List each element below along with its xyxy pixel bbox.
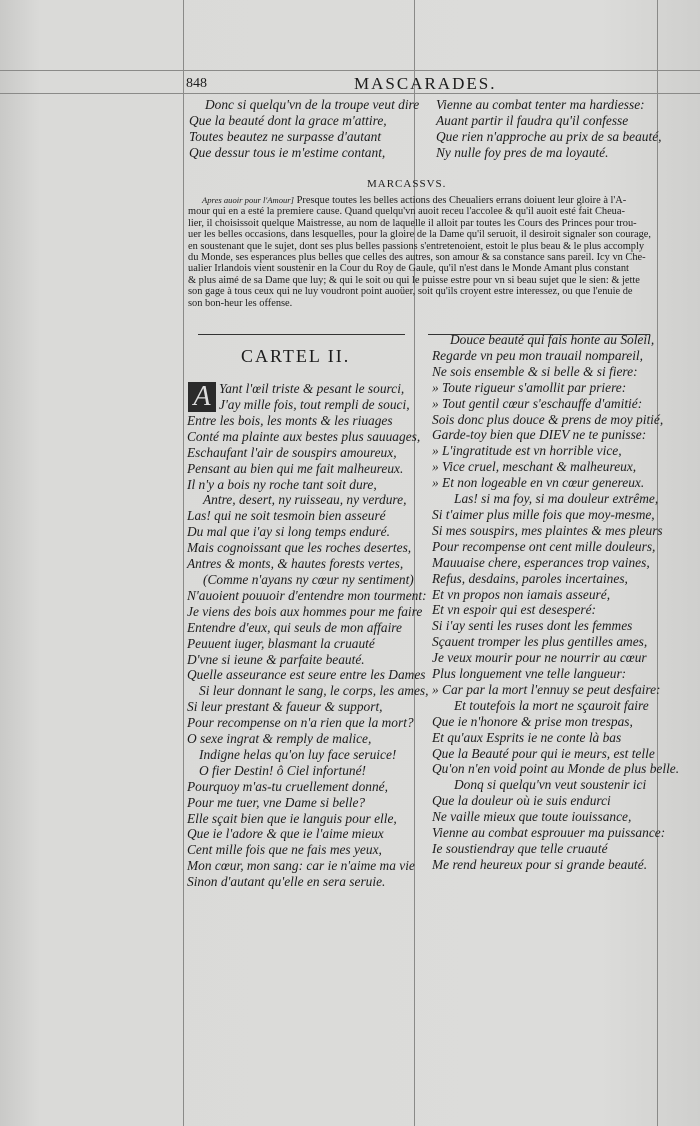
verse-line: » Car par la mort l'ennuy se peut desfaire:	[432, 681, 661, 697]
verse-line: Indigne helas qu'on luy face seruice!	[199, 746, 397, 762]
commentary-line: ualier Irlandois vient soustenir en la Cour du Roy de Gaule, qu'il n'est dans le Monde Amant plus constant	[188, 263, 629, 275]
verse-line: Pourquoy m'as-tu cruellement donné,	[187, 778, 388, 794]
commentary-line: & plus aimé de sa Dame que luy; & qui le soit ou qui le puisse estre pour vn si beau sujet que le sien: & jette	[188, 274, 640, 286]
drop-cap: A	[188, 382, 216, 412]
commentary-line	[188, 195, 651, 206]
verse-line: Sois donc plus douce & prens de moy pitié,	[432, 411, 664, 427]
marcassus-heading: MARCASSVS.	[367, 178, 447, 190]
verse-line: » Toute rigueur s'amollit par priere:	[432, 379, 627, 395]
verse-line: Peuuent iuger, blasmant la cruauté	[187, 635, 375, 651]
verse-line: Yant l'œil triste & pesant le sourci,	[219, 381, 405, 396]
verse-line: Pensant au bien qui me fait malheureux.	[187, 460, 404, 476]
verse-line: Entendre d'eux, qui seuls de mon affaire	[187, 619, 402, 635]
commentary-intro: Apres auoir pour l'Amour]	[202, 195, 294, 205]
cartel-left-column	[187, 397, 428, 890]
verse-line: Donc si quelqu'vn de la troupe veut dire	[205, 97, 420, 112]
verse-line: Sinon d'autant qu'elle en sera seruie.	[187, 874, 386, 890]
verse-line: Ne sois ensemble & si belle & si fiere:	[432, 363, 638, 379]
section-rule-left	[198, 334, 405, 335]
verse-line: Las! qui ne soit tesmoin bien asseuré	[187, 508, 386, 524]
verse-line: Refus, desdains, paroles incertaines,	[432, 570, 628, 586]
verse-line: Que rien n'approche au prix de sa beauté,	[436, 128, 662, 144]
top-stanza-left	[189, 97, 419, 161]
verse-line: Si i'ay senti les ruses dont les femmes	[432, 618, 633, 634]
verse-line: » Et non logeable en vn cœur genereux.	[432, 475, 645, 491]
verse-line: O fier Destin! ô Ciel infortuné!	[199, 762, 366, 778]
commentary-line: lier, il choisissoit quelque Maistresse, au nom de laquelle il alloit par toutes les Cours des Princes pour trou-	[188, 217, 637, 229]
verse-line: J'ay mille fois, tout rempli de souci,	[219, 397, 410, 412]
verse-line: Qu'on n'en void point au Monde de plus belle.	[432, 761, 680, 777]
verse-line: Si mes souspirs, mes plaintes & mes pleurs	[432, 522, 663, 538]
commentary-text: Presque toutes les belles actions des Cheualiers errans doiuent leur gloire à l'A-	[294, 195, 627, 206]
verse-line: Toutes beautez ne surpasse d'autant	[189, 128, 382, 144]
page-header	[186, 74, 656, 96]
verse-line: N'auoient pouuoir d'entendre mon tourment:	[187, 587, 427, 603]
verse-line: Et qu'aux Esprits ie ne conte là bas	[432, 729, 622, 745]
verse-line: Que la beauté dont la grace m'attire,	[189, 112, 387, 128]
verse-line: Auant partir il faudra qu'il confesse	[436, 112, 629, 128]
marcassus-commentary	[188, 195, 651, 309]
verse-line: Il n'y a bois ny roche tant soit dure,	[187, 476, 377, 492]
verse-line: Sçauent tromper les plus gentilles ames,	[432, 634, 648, 650]
verse-line: Que la Beauté pour qui ie meurs, est telle	[432, 745, 655, 761]
verse-line: Et vn espoir qui est desesperé:	[432, 602, 596, 618]
verse-line: Je viens des bois aux hommes pour me faire	[187, 603, 423, 619]
verse-line: » Vice cruel, meschant & malheureux,	[432, 459, 637, 475]
commentary-line: du Monde, ses esperances plus belles que celles des autres, son amour & sa constance sans pareil. Icy vn Che-	[188, 252, 646, 264]
verse-line: Que ie n'honore & prise mon trespas,	[432, 713, 633, 729]
verse-line: Si leur donnant le sang, le corps, les ames,	[199, 683, 429, 699]
verse-line: Pour recompense ont cent mille douleurs,	[432, 538, 656, 554]
running-title: MASCARADES.	[354, 74, 497, 93]
cartel-title: CARTEL II.	[241, 346, 351, 366]
commentary-line: son gage à tous ceux qui ne luy voudront point auoüer, soit qu'ils croyent estre interessez, ou que l'enuie de	[188, 286, 633, 298]
verse-line: Si leur prestant & faueur & support,	[187, 699, 383, 715]
verse-line: Que dessur tous ie m'estime contant,	[189, 144, 386, 160]
verse-line: Mauuaise chere, esperances trop vaines,	[432, 554, 650, 570]
commentary-line: mour qui en a esté la premiere cause. Quand quelqu'vn auoit receu l'accolee & qu'il auoit esté fait Cheua-	[188, 206, 625, 218]
verse-line: Garde-toy bien que DIEV ne te punisse:	[432, 427, 647, 443]
verse-line: Me rend heureux pour si grande beauté.	[432, 856, 648, 872]
verse-line: Si t'aimer plus mille fois que moy-mesme,	[432, 506, 655, 522]
verse-line: Antres & monts, & hautes forests vertes,	[187, 556, 404, 572]
verse-line: O sexe ingrat & remply de malice,	[187, 731, 372, 747]
verse-line: Cent mille fois que ne fais mes yeux,	[187, 842, 382, 858]
verse-line: Pour me tuer, vne Dame si belle?	[187, 794, 366, 810]
verse-line: Ne vaille mieux que toute iouissance,	[432, 809, 632, 825]
verse-line: Regarde vn peu mon trauail nompareil,	[432, 347, 643, 363]
verse-line: Je veux mourir pour ne nourrir au cœur	[432, 650, 647, 666]
verse-line: » L'ingratitude est vn horrible vice,	[432, 443, 622, 459]
verse-line: Et vn propos non iamais asseuré,	[432, 586, 611, 602]
verse-line: Du mal que i'ay si long temps enduré.	[187, 524, 390, 540]
verse-line: Douce beauté qui fais honte au Soleil,	[450, 332, 655, 347]
commentary-line: son bon-heur les offense.	[188, 297, 293, 309]
verse-line: Elle sçait bien que ie languis pour elle,	[187, 810, 397, 826]
verse-line: (Comme n'ayans ny cœur ny sentiment)	[203, 571, 414, 587]
verse-line: Vienne au combat tenter ma hardiesse:	[436, 97, 645, 112]
verse-line: Mon cœur, mon sang: car ie n'aime ma vie	[187, 858, 415, 874]
commentary-line: uer les belles occasions, dans lesquelles, pour la gloire de la Dame qu'il seruoit, il desiroit signaler son courage,	[188, 229, 651, 241]
top-stanza-right	[436, 97, 662, 161]
verse-line: Donq si quelqu'vn veut soustenir ici	[454, 777, 647, 793]
verse-line: Las! si ma foy, si ma douleur extrême,	[454, 491, 659, 507]
page-number: 848	[186, 76, 207, 91]
verse-line: Plus longuement vne telle langueur:	[432, 666, 627, 682]
verse-line: Conté ma plainte aux bestes plus sauuages,	[187, 428, 421, 444]
verse-line: Que la douleur où ie suis endurci	[432, 793, 611, 809]
verse-line: Ie soustiendray que telle cruauté	[432, 841, 608, 856]
verse-line: Que ie l'adore & que ie l'aime mieux	[187, 826, 384, 842]
verse-line: Ny nulle foy pres de ma loyauté.	[436, 144, 609, 160]
verse-line: Et toutefois la mort ne sçauroit faire	[454, 697, 649, 713]
commentary-line: en soustenant que le sujet, dont ses plus belles passions s'entretenoient, estoit le plus beau & le plus accomply	[188, 240, 645, 252]
verse-line: Vienne au combat esprouuer ma puissance:	[432, 825, 666, 841]
verse-line: Mais cognoissant que les roches desertes,	[187, 540, 412, 556]
frame-line-top	[0, 70, 700, 71]
verse-line: » Tout gentil cœur s'eschauffe d'amitié:	[432, 395, 643, 411]
verse-line: Eschaufant l'air de souspirs amoureux,	[187, 444, 397, 460]
verse-line: D'vne si ieune & parfaite beauté.	[187, 651, 365, 667]
verse-line: Antre, desert, ny ruisseau, ny verdure,	[203, 492, 407, 508]
verse-line: Pour recompense on n'a rien que la mort?	[187, 715, 414, 731]
verse-line: Quelle asseurance est seure entre les Dames	[187, 667, 426, 683]
verse-line: Entre les bois, les monts & les riuages	[187, 412, 393, 428]
cartel-right-column	[432, 332, 679, 873]
frame-line-left	[183, 0, 184, 1126]
cartel-first-line	[219, 381, 404, 397]
